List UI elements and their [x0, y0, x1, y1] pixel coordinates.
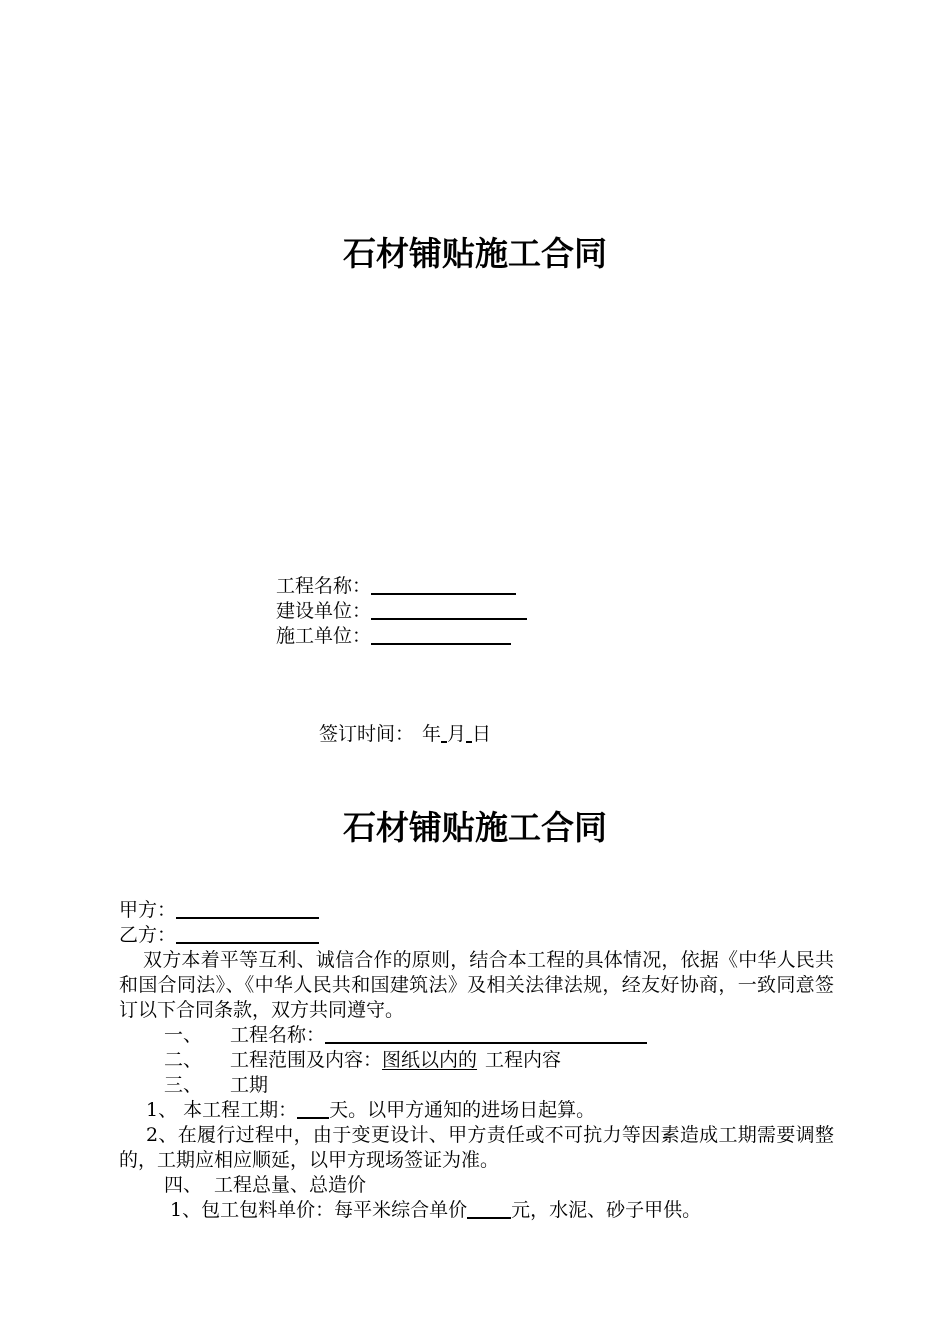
blank-line: [297, 1099, 329, 1119]
clause-3-1: [146, 1098, 595, 1123]
sign-date-month: 月: [447, 723, 467, 745]
sign-date-label: 签订时间：: [319, 723, 415, 745]
section-4: [164, 1173, 366, 1198]
blank-line: [176, 924, 319, 944]
section-number: 四、: [164, 1174, 203, 1196]
clause-4-1: [170, 1198, 701, 1223]
cover-field-label: 工程名称：: [276, 575, 372, 597]
section-3: [164, 1073, 268, 1098]
sign-date-day: 日: [472, 723, 492, 745]
blank-line: [371, 600, 527, 620]
clause-3-2: 2、在履行过程中，由于变更设计、甲方责任或不可抗力等因素造成工期需要调整的，工期应相应顺延，以甲方现场签证为准。: [119, 1124, 834, 1171]
cover-field-label: 建设单位：: [276, 600, 372, 622]
cover-title: 石材铺贴施工合同: [343, 234, 607, 273]
cover-field-contractor: [276, 624, 511, 649]
section-2: [164, 1048, 561, 1073]
cover-field-project-name: [276, 574, 516, 599]
section-title: 工程名称：: [230, 1024, 326, 1046]
sign-date: [319, 722, 491, 747]
sign-date-year: 年: [422, 723, 442, 745]
blank-line: [325, 1024, 647, 1044]
underlined-scope: 图纸以内的: [382, 1049, 478, 1071]
section-1: [164, 1023, 647, 1048]
blank-line: [371, 625, 511, 645]
section-tail: 工程内容: [485, 1049, 562, 1071]
party-a-label: 甲方：: [119, 899, 177, 921]
party-a: [119, 898, 319, 923]
blank-line: [176, 899, 319, 919]
cover-field-construction-unit: [276, 599, 527, 624]
section-title: 工期: [230, 1074, 269, 1096]
section-number: 三、: [164, 1074, 203, 1096]
clause-suffix: 元，水泥、砂子甲供。: [511, 1199, 702, 1221]
clause-prefix: 1、包工包料单价：每平米综合单价: [170, 1199, 468, 1221]
contract-title: 石材铺贴施工合同: [343, 808, 607, 847]
clause-prefix: 1、 本工程工期：: [146, 1099, 298, 1121]
section-title: 工程范围及内容：: [230, 1049, 383, 1071]
section-title: 工程总量、总造价: [214, 1174, 367, 1196]
clause-suffix: 天。以甲方通知的进场日起算。: [329, 1099, 596, 1121]
party-b-label: 乙方：: [119, 924, 177, 946]
section-number: 一、: [164, 1024, 203, 1046]
blank-line: [371, 575, 516, 595]
blank-line: [467, 1199, 511, 1219]
section-number: 二、: [164, 1049, 203, 1071]
cover-field-label: 施工单位：: [276, 625, 372, 647]
intro-paragraph: 双方本着平等互利、诚信合作的原则，结合本工程的具体情况，依据《中华人民共和国合同法》、《中华人民共和国建筑法》及相关法律法规，经友好协商，一致同意签订以下合同条款，双方共同遵守。: [119, 949, 834, 1021]
party-b: [119, 923, 319, 948]
